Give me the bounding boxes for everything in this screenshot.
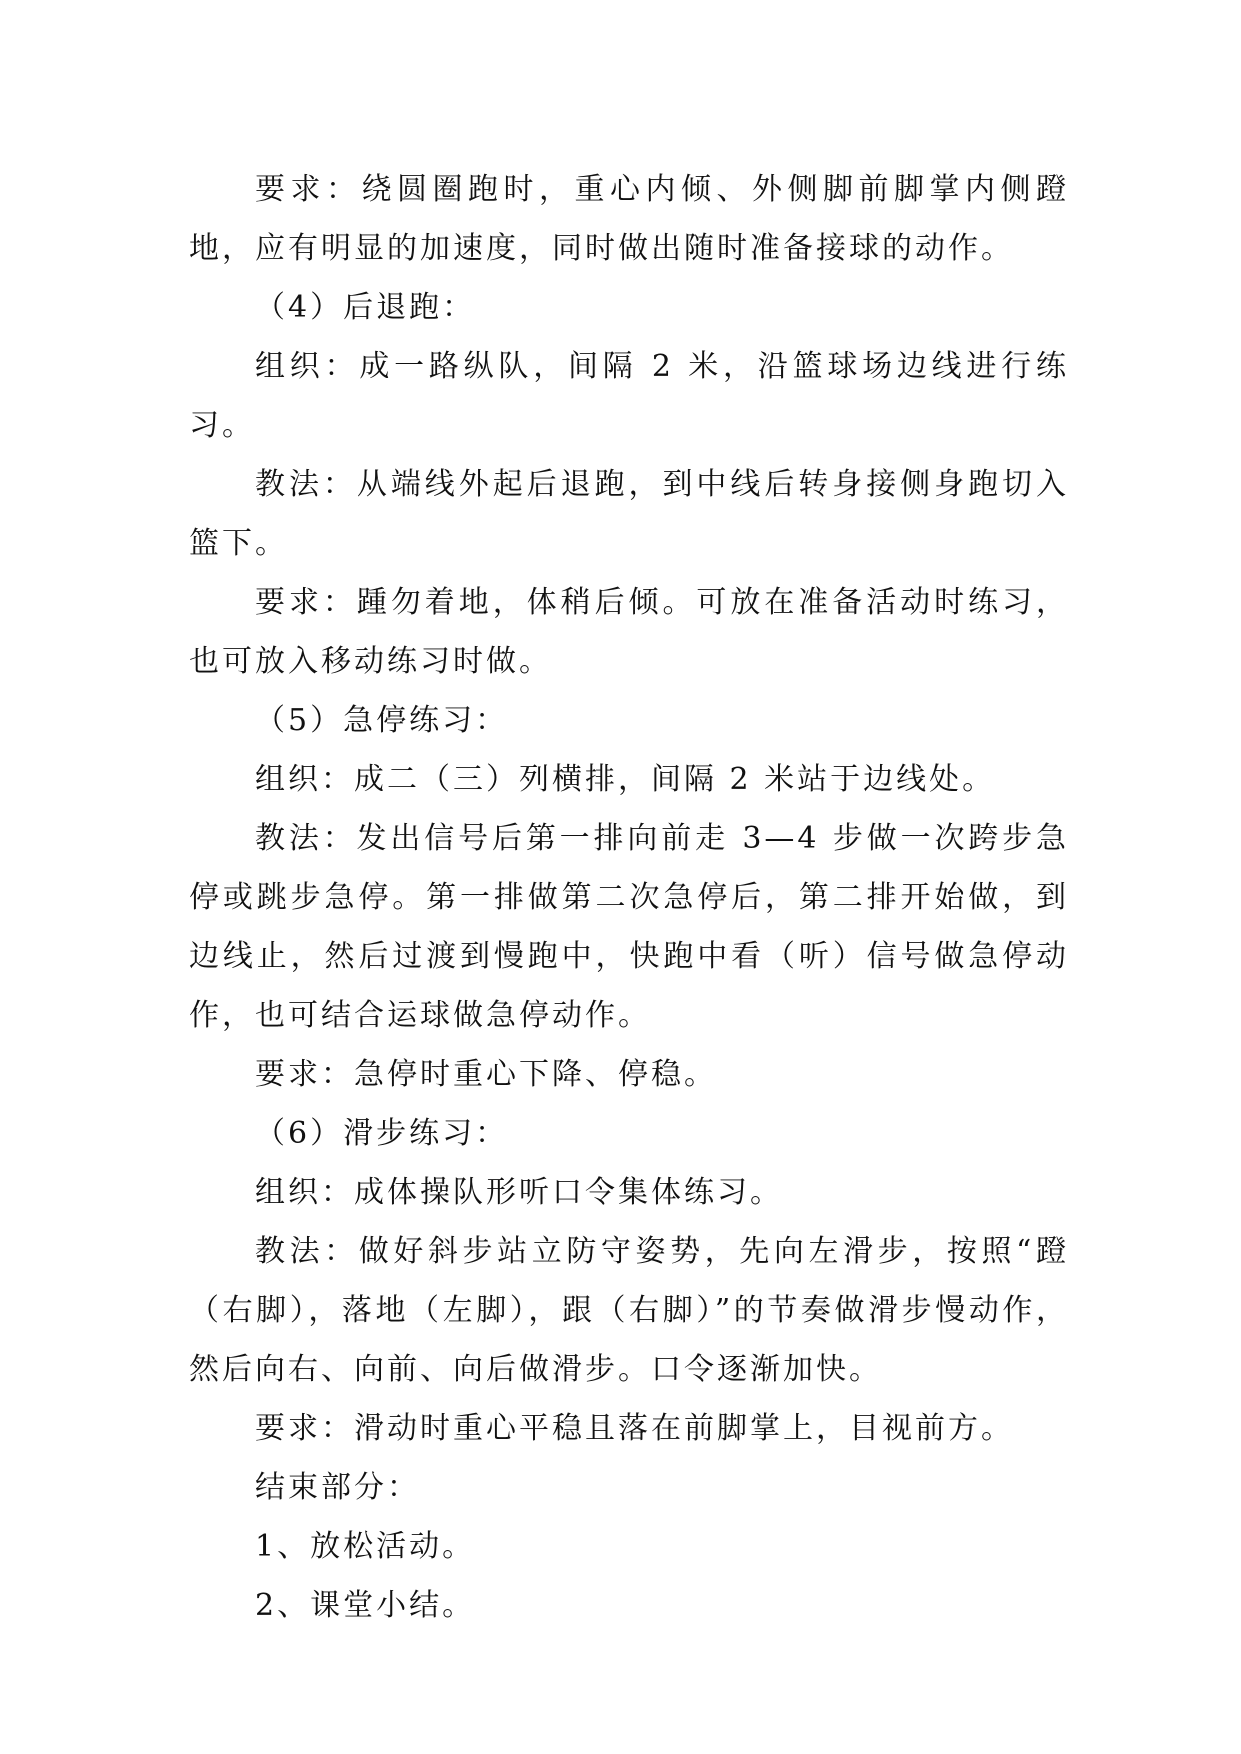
paragraph-requirement-backward-run: 要求：踵勿着地，体稍后倾。可放在准备活动时练习，也可放入移动练习时做。 [189,585,1069,679]
paragraph-requirement-sudden-stop: 要求：急停时重心下降、停稳。 [255,1057,717,1092]
heading-sudden-stop: （5）急停练习： [255,703,509,738]
paragraph-organization-sudden-stop: 组织：成二（三）列横排，间隔 2 米站于边线处。 [255,762,996,797]
list-item-summary: 2、课堂小结。 [255,1588,476,1623]
paragraph-requirement-slide-step: 要求：滑动时重心平稳且落在前脚掌上，目视前方。 [255,1411,1014,1446]
document-body [189,160,1069,1635]
heading-slide-step: （6）滑步练习： [255,1116,509,1151]
paragraph-method-backward-run: 教法：从端线外起后退跑，到中线后转身接侧身跑切入篮下。 [189,467,1069,561]
paragraph-organization-slide-step: 组织：成体操队形听口令集体练习。 [255,1175,783,1210]
paragraph-method-sudden-stop: 教法：发出信号后第一排向前走 3—4 步做一次跨步急停或跳步急停。第一排做第二次急停后，第二排开始做，到边线止，然后过渡到慢跑中，快跑中看（听）信号做急停动作，也可结合运球做急停动作。 [189,821,1069,1033]
paragraph-method-slide-step: 教法：做好斜步站立防守姿势，先向左滑步，按照“蹬（右脚），落地（左脚），跟（右脚）”的节奏做滑步慢动作，然后向右、向前、向后做滑步。口令逐渐加快。 [189,1234,1069,1387]
heading-backward-run: （4）后退跑： [255,290,476,325]
list-item-relaxation: 1、放松活动。 [255,1529,476,1564]
paragraph-ending-section: 结束部分： [255,1470,420,1505]
paragraph-requirement-circle-run: 要求：绕圆圈跑时，重心内倾、外侧脚前脚掌内侧蹬地，应有明显的加速度，同时做出随时准备接球的动作。 [189,172,1069,266]
paragraph-organization-backward-run: 组织：成一路纵队，间隔 2 米，沿篮球场边线进行练习。 [189,349,1069,443]
